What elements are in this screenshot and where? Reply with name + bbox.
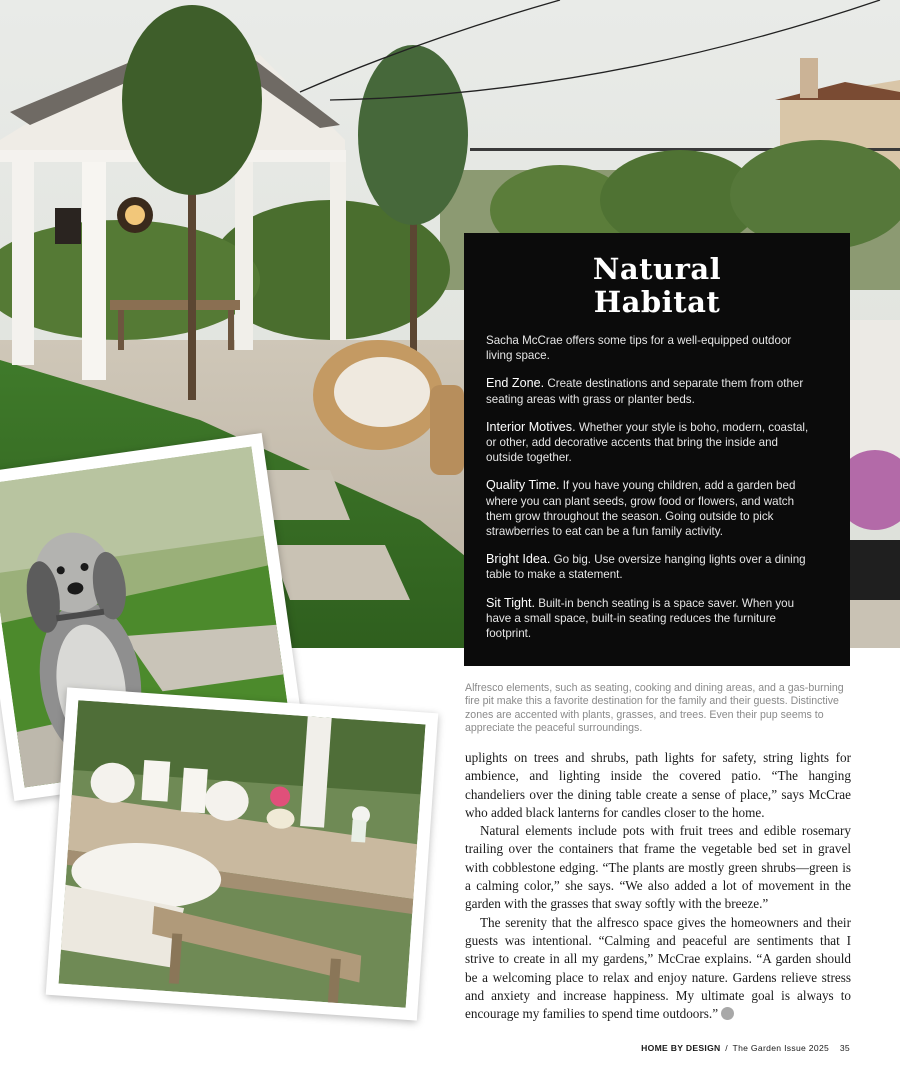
tip-text: Whether your style is boho, modern, coastal, or other, add decorative accents that bring the inside and outside together.: [486, 420, 809, 465]
tip-sit-tight: [486, 596, 828, 642]
tip-heading: End Zone.: [486, 376, 545, 391]
polaroid-table-photo: [46, 687, 439, 1020]
page-footer: [641, 1043, 850, 1053]
body-paragraph: uplights on trees and shrubs, path lights for safety, string lights for ambience, and lighting inside the covered patio. “The hanging chandeliers over the dining table create a sense of place,” says McCrae who added black lanterns for candles closer to the home.: [465, 750, 851, 820]
tip-end-zone: [486, 376, 828, 406]
article-body: [465, 749, 851, 1023]
page-number: 35: [839, 1043, 850, 1053]
footer-brand: HOME BY DESIGN: [641, 1043, 721, 1053]
tip-text: Built-in bench seating is a space saver. When you have a small space, built-in seating reduces the furniture footprint.: [486, 596, 795, 641]
tip-bright-idea: [486, 552, 828, 582]
tip-heading: Quality Time.: [486, 478, 560, 493]
tip-heading: Sit Tight.: [486, 595, 535, 610]
photo-caption: Alfresco elements, such as seating, cooking and dining areas, and a gas-burning fire pit make this a favorite destination for the family and their guests. Distinctive zones are accented with plants, grasses, and trees. Even their pup seems to appreciate the peaceful surroundings.: [465, 682, 844, 735]
sidebar-title-line1: Natural: [592, 252, 722, 286]
sidebar-intro: Sacha McCrae offers some tips for a well-equipped outdoor living space.: [486, 334, 792, 363]
body-paragraph-last: [465, 914, 851, 1024]
sidebar-title-line2: Habitat: [593, 285, 721, 319]
outdoor-dining-table-illustration: [59, 700, 426, 1008]
sidebar-natural-habitat: [464, 233, 850, 666]
tip-text: If you have young children, add a garden bed where you can plant seeds, grow food or flowers, and watch them grow throughout the season. Going outside to pick strawberries to eat can be a fun family activity.: [486, 479, 796, 539]
tip-heading: Bright Idea.: [486, 552, 551, 567]
tip-text: Create destinations and separate them from other seating areas with grass or planter beds.: [486, 377, 804, 406]
body-paragraph: Natural elements include pots with fruit trees and edible rosemary trailing over the containers that frame the vegetable bed set in gravel with cobblestone edging. “The plants are mostly green shrubs—green is a calming color,” she says. “We also added a lot of movement in the garden with the grasses that sway softly with the breeze.”: [465, 823, 851, 912]
sidebar-title: [486, 253, 828, 319]
body-paragraph-text: The serenity that the alfresco space gives the homeowners and their guests was intentional. “Calming and peaceful are sentiments that I strive to create in all my gardens,” McCrae explains. “A garden should be a welcoming place to relax and enjoy nature. Gardens relieve stress and anxiety and increase happiness. My ultimate goal is always to encourage my families to spend time outdoors.”: [465, 914, 851, 1022]
tip-heading: Interior Motives.: [486, 419, 576, 434]
end-mark-icon: [721, 1007, 734, 1020]
footer-issue: The Garden Issue 2025: [732, 1043, 830, 1053]
footer-separator: /: [725, 1043, 728, 1053]
tip-text: Go big. Use oversize hanging lights over a dining table to make a statement.: [486, 553, 806, 582]
tip-interior-motives: [486, 420, 828, 466]
tip-quality-time: [486, 478, 828, 539]
